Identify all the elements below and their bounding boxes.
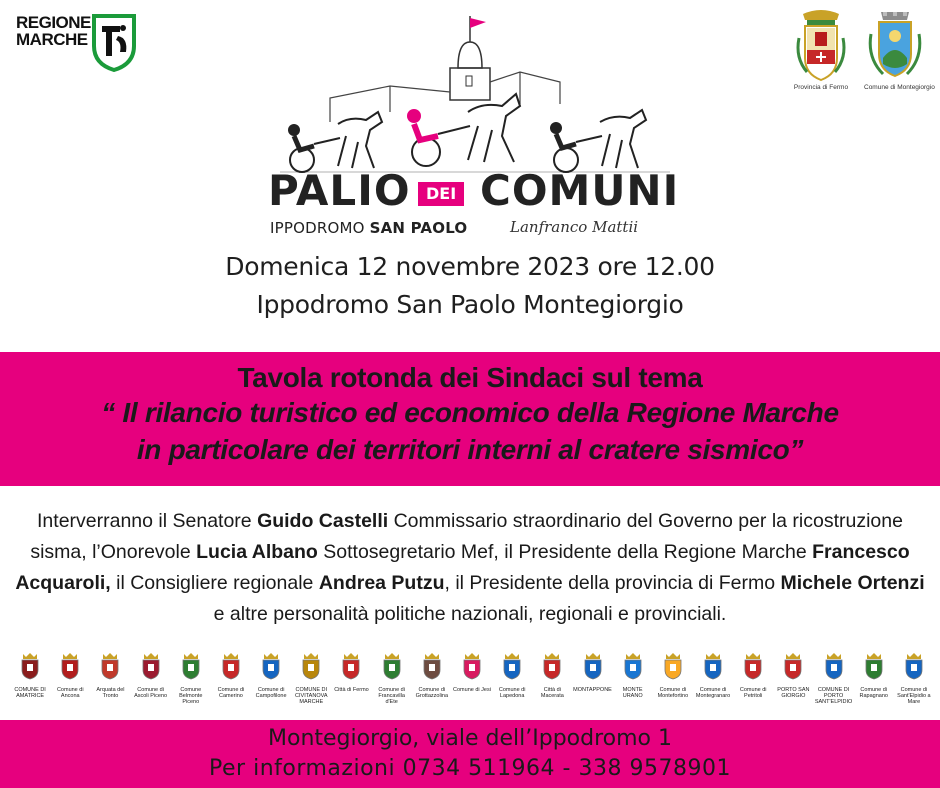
- municipal-logo-caption: Comune di Rapagnano: [859, 687, 888, 699]
- event-venue: Ippodromo San Paolo Montegiorgio: [256, 290, 684, 319]
- municipal-logo-caption: Comune di Sant'Elpidio a Mare: [897, 687, 931, 705]
- municipal-logo-caption: COMUNE DI CIVITANOVA MARCHE: [295, 687, 328, 705]
- municipal-logo-caption: Arquata del Tronto: [96, 687, 125, 699]
- municipal-logo-caption: Comune di Camerino: [217, 687, 245, 699]
- municipal-logo-caption: Comune di Ascoli Piceno: [134, 687, 168, 699]
- municipal-logo: [613, 652, 653, 699]
- speakers-text: Interverranno il Senatore: [37, 510, 258, 532]
- ippodromo-name: SAN PAOLO: [369, 219, 468, 237]
- municipal-crest-icon: [662, 652, 684, 680]
- municipal-logo: [10, 652, 50, 699]
- municipal-logo-caption: COMUNE DI PORTO SANT'ELPIDIO: [814, 687, 853, 705]
- municipal-logo: [653, 652, 693, 699]
- municipal-crest-icon: [180, 652, 202, 680]
- municipal-logo-caption: Comune Belmonte Piceno: [179, 687, 203, 705]
- speakers-text: , il Presidente della provincia di Fermo: [444, 572, 781, 594]
- municipal-crest-icon: [220, 652, 242, 680]
- municipal-crest-icon: [541, 652, 563, 680]
- municipal-logo: [733, 652, 773, 699]
- regione-marche-logo-text: REGIONE MARCHE: [16, 13, 91, 49]
- event-date: Domenica 12 novembre 2023 ore 12.00: [225, 252, 715, 281]
- municipal-crest-icon: [702, 652, 724, 680]
- municipal-crest-icon: [99, 652, 121, 680]
- municipal-logo-caption: COMUNE DI AMATRICE: [14, 687, 46, 699]
- round-table-theme-line1: “ Il rilancio turistico ed economico della Regione Marche: [101, 397, 839, 428]
- speakers-text: e altre personalità politiche nazionali, regionali e provinciali.: [213, 603, 727, 625]
- municipal-logo: [854, 652, 894, 699]
- municipal-logo: [894, 652, 934, 705]
- palio-title-word2: COMUNI: [480, 166, 680, 215]
- speakers-text: il Consigliere regionale: [110, 572, 319, 594]
- palio-title-dei-badge: DEI: [418, 182, 464, 206]
- municipal-logo-caption: MONTAPPONE: [573, 687, 612, 693]
- municipal-crest-icon: [622, 652, 644, 680]
- municipal-logo-caption: Comune di Lapedona: [498, 687, 526, 699]
- contact-phone: Per informazioni 0734 511964 - 338 9578901: [209, 756, 731, 781]
- municipal-logo: [291, 652, 331, 705]
- municipal-crest-icon: [461, 652, 483, 680]
- fermo-crest-icon: [793, 8, 849, 82]
- municipal-logo: [372, 652, 412, 705]
- municipal-logos-strip: [10, 652, 934, 710]
- ippodromo-prefix: IPPODROMO: [270, 219, 370, 237]
- municipal-logo: [131, 652, 171, 699]
- municipal-crest-icon: [19, 652, 41, 680]
- artist-signature: Lanfranco Mattii: [510, 218, 639, 236]
- crest-montegiorgio-caption: Comune di Montegiorgio: [864, 84, 935, 91]
- racer-center: [407, 94, 520, 166]
- palio-title: [268, 168, 678, 216]
- racer-right: [550, 110, 646, 172]
- municipal-logo: [492, 652, 532, 699]
- speaker-name: Francesco Acquaroli,: [15, 541, 910, 594]
- municipal-crest-icon: [300, 652, 322, 680]
- regione-marche-shield-icon: [90, 12, 138, 72]
- speaker-name: Andrea Putzu: [318, 572, 445, 594]
- municipal-logo: [251, 652, 291, 699]
- municipal-crest-icon: [59, 652, 81, 680]
- municipal-crest-icon: [260, 652, 282, 680]
- municipal-logo-caption: Comune di Montegranaro: [695, 687, 731, 699]
- municipal-crest-icon: [903, 652, 925, 680]
- harness-racing-illustration: [270, 12, 680, 182]
- municipal-logo: [211, 652, 251, 699]
- contact-address: Montegiorgio, viale dell’Ippodromo 1: [268, 726, 672, 751]
- municipal-logo-caption: MONTE URANO: [622, 687, 643, 699]
- speaker-name: Guido Castelli: [257, 510, 389, 532]
- municipal-logo: [572, 652, 612, 693]
- palio-title-word1: PALIO: [268, 166, 411, 215]
- ippodromo-label: [270, 219, 467, 237]
- montegiorgio-crest-icon: [867, 8, 923, 82]
- crest-comune-montegiorgio: [864, 8, 935, 91]
- municipal-logo-caption: Comune di Grottazzolina: [415, 687, 449, 699]
- municipal-logo: [90, 652, 130, 699]
- municipal-crest-icon: [582, 652, 604, 680]
- municipal-logo-caption: Comune di Jesi: [453, 687, 491, 693]
- municipal-logo: [693, 652, 733, 699]
- speakers-text: Sottosegretario Mef, il Presidente della Regione Marche: [317, 541, 813, 563]
- crest-fermo-caption: Provincia di Fermo: [793, 84, 849, 91]
- municipal-logo-caption: Comune di Montefortino: [657, 687, 689, 699]
- regione-marche-logo: [16, 12, 140, 74]
- municipal-crest-icon: [782, 652, 804, 680]
- round-table-banner: [0, 352, 940, 486]
- contact-banner: [0, 720, 940, 788]
- municipal-logo: [412, 652, 452, 699]
- round-table-theme-line2: in particolare dei territori interni al cratere sismico”: [136, 434, 804, 465]
- speaker-name: Michele Ortenzi: [780, 572, 925, 594]
- municipal-crest-icon: [863, 652, 885, 680]
- municipal-crest-icon: [742, 652, 764, 680]
- municipal-logo-caption: Comune di Francavilla d'Ete: [378, 687, 405, 705]
- speakers-text: Commissario straordinario del Governo per la ricostruzione sisma, l’Onorevole: [30, 510, 903, 563]
- municipal-crest-icon: [381, 652, 403, 680]
- municipal-logo: [331, 652, 371, 693]
- municipal-crest-icon: [140, 652, 162, 680]
- speaker-name: Lucia Albano: [196, 541, 318, 563]
- municipal-logo-caption: Città di Macerata: [540, 687, 564, 699]
- municipal-logo: [50, 652, 90, 699]
- municipal-crest-icon: [823, 652, 845, 680]
- round-table-heading: Tavola rotonda dei Sindaci sul tema: [237, 362, 703, 393]
- racer-left: [288, 112, 382, 172]
- municipal-logo-caption: Comune di Ancona: [56, 687, 84, 699]
- municipal-logo: [452, 652, 492, 693]
- municipal-logo-caption: Comune di Campofilone: [255, 687, 287, 699]
- municipal-logo-caption: Comune di Petritoli: [739, 687, 767, 699]
- municipal-logo: [171, 652, 211, 705]
- municipal-logo-caption: Città di Fermo: [334, 687, 369, 693]
- municipal-crest-icon: [340, 652, 362, 680]
- municipal-crest-icon: [421, 652, 443, 680]
- crest-provincia-fermo: [790, 8, 852, 91]
- municipal-logo-caption: PORTO SAN GIORGIO: [777, 687, 810, 699]
- municipal-logo: [532, 652, 572, 699]
- municipal-crest-icon: [501, 652, 523, 680]
- municipal-logo: [773, 652, 813, 699]
- speakers-paragraph: [8, 506, 932, 630]
- municipal-logo: [813, 652, 853, 705]
